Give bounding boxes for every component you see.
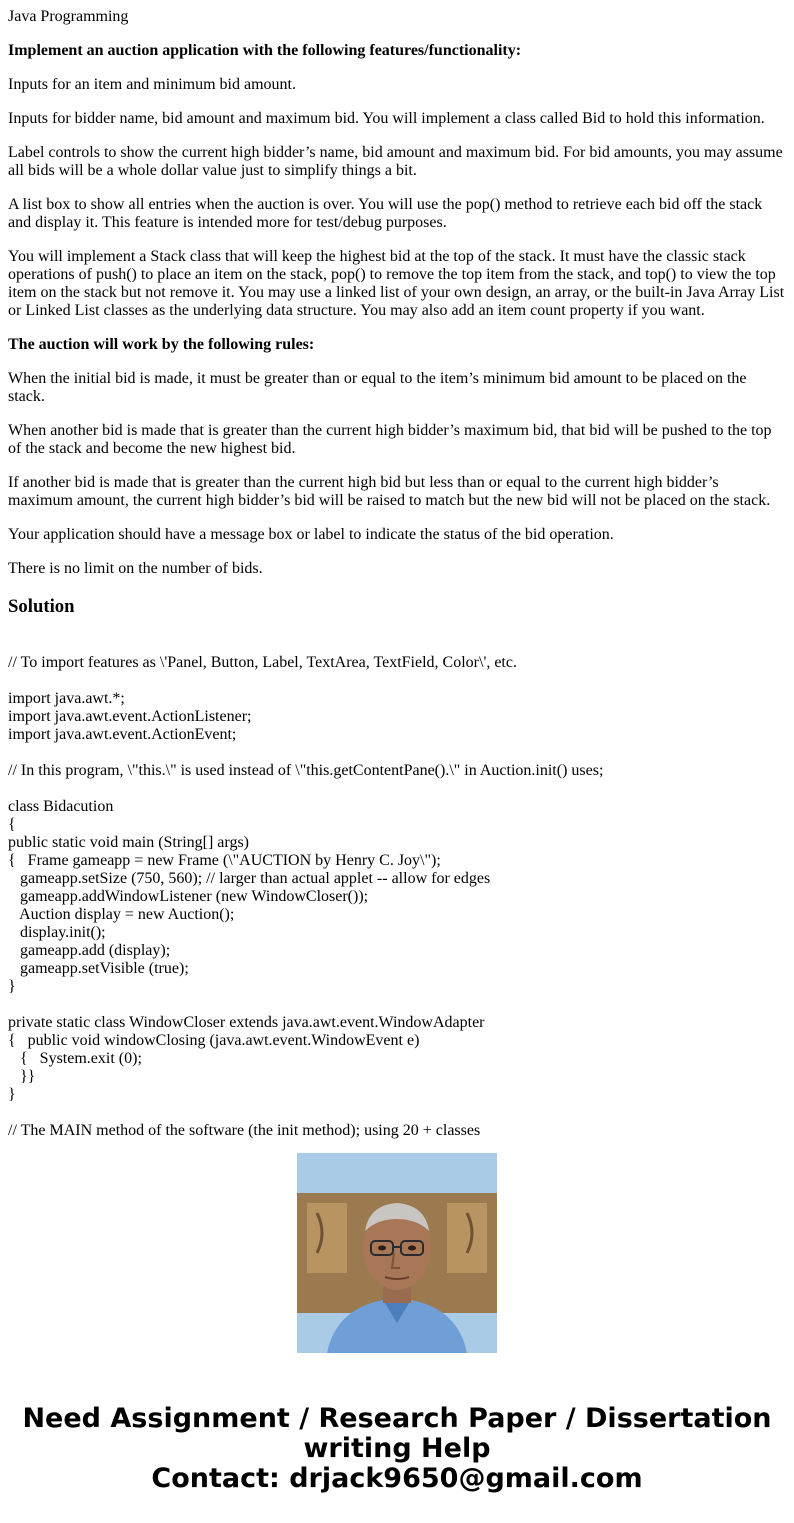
solution-heading: Solution [8,596,75,617]
code-line: { System.exit (0); [8,1050,142,1067]
code-line: } [8,978,16,995]
article-content [8,0,786,1139]
code-line: // The MAIN method of the software (the init method); using 20 + classes [8,1122,481,1139]
feature-item: You will implement a Stack class that will keep the highest bid at the top of the stack. It must have the classic stack operations of push() to place an item on the stack, pop() to remove the top item from the stack, and top() to view the top item on the stack but not remove it. You may use a linked list of your own design, an array, or the built-in Java Array List or Linked List classes as the underlying data structure. You may also add an item count property if you want. [8,248,785,319]
code-line: public static void main (String[] args) [8,834,249,851]
promo-line: Need Assignment / Research Paper / Dissertation [22,1403,772,1434]
rule-item: When the initial bid is made, it must be greater than or equal to the item’s minimum bid amount to be placed on the stack. [8,370,747,405]
code-line: display.init(); [8,924,106,941]
code-line [8,996,786,1014]
code-line: gameapp.setSize (750, 560); // larger than actual applet -- allow for edges [8,870,491,887]
code-line: import java.awt.event.ActionListener; [8,708,252,725]
rules-heading: The auction will work by the following rules: [8,336,315,353]
rule-item: Your application should have a message box or label to indicate the status of the bid operation. [8,526,614,543]
code-line: } [8,1086,16,1103]
rules-list [8,370,786,578]
feature-item: Label controls to show the current high bidder’s name, bid amount and maximum bid. For bid amounts, you may assume all bids will be a whole dollar value just to simplify things a bit. [8,144,783,179]
code-line [8,1104,786,1122]
code-line: { Frame gameapp = new Frame (\"AUCTION by Henry C. Joy\"); [8,852,441,869]
promo-line: writing Help [303,1433,491,1464]
feature-item: Inputs for bidder name, bid amount and maximum bid. You will implement a class called Bid to hold this information. [8,110,765,127]
question-heading: Implement an auction application with the following features/functionality: [8,42,522,59]
code-line: import java.awt.event.ActionEvent; [8,726,237,743]
solution-code [8,654,786,1140]
code-line [8,672,786,690]
code-line: // To import features as \'Panel, Button, Label, TextArea, TextField, Color\', etc. [8,654,517,671]
promo-contact: Contact: drjack9650@gmail.com [151,1463,643,1494]
code-line: // In this program, \"this.\" is used instead of \"this.getContentPane().\" in Auction.init() uses; [8,762,604,779]
code-line [8,744,786,762]
code-line: { [8,816,16,833]
code-line: { public void windowClosing (java.awt.event.WindowEvent e) [8,1032,420,1049]
rule-item: If another bid is made that is greater than the current high bid but less than or equal to the current high bidder’s maximum amount, the current high bidder’s bid will be raised to match but the new bid will not be placed on the stack. [8,474,771,509]
rule-item: When another bid is made that is greater than the current high bidder’s maximum bid, that bid will be pushed to the top of the stack and become the new highest bid. [8,422,772,457]
code-line: gameapp.add (display); [8,942,171,959]
promo-banner [0,1404,794,1494]
page-title: Java Programming [8,8,129,25]
code-line: import java.awt.*; [8,690,125,707]
feature-item: Inputs for an item and minimum bid amount. [8,76,296,93]
code-line: }} [8,1068,36,1085]
code-line: gameapp.addWindowListener (new WindowCloser()); [8,888,369,905]
code-line [8,780,786,798]
code-line: Auction display = new Auction(); [8,906,235,923]
code-line: class Bidacution [8,798,114,815]
code-line: gameapp.setVisible (true); [8,960,189,977]
feature-list [8,76,786,320]
author-avatar [297,1153,497,1353]
rule-item: There is no limit on the number of bids. [8,560,263,577]
code-line: private static class WindowCloser extends java.awt.event.WindowAdapter [8,1014,485,1031]
feature-item: A list box to show all entries when the auction is over. You will use the pop() method to retrieve each bid off the stack and display it. This feature is intended more for test/debug purposes. [8,196,763,231]
